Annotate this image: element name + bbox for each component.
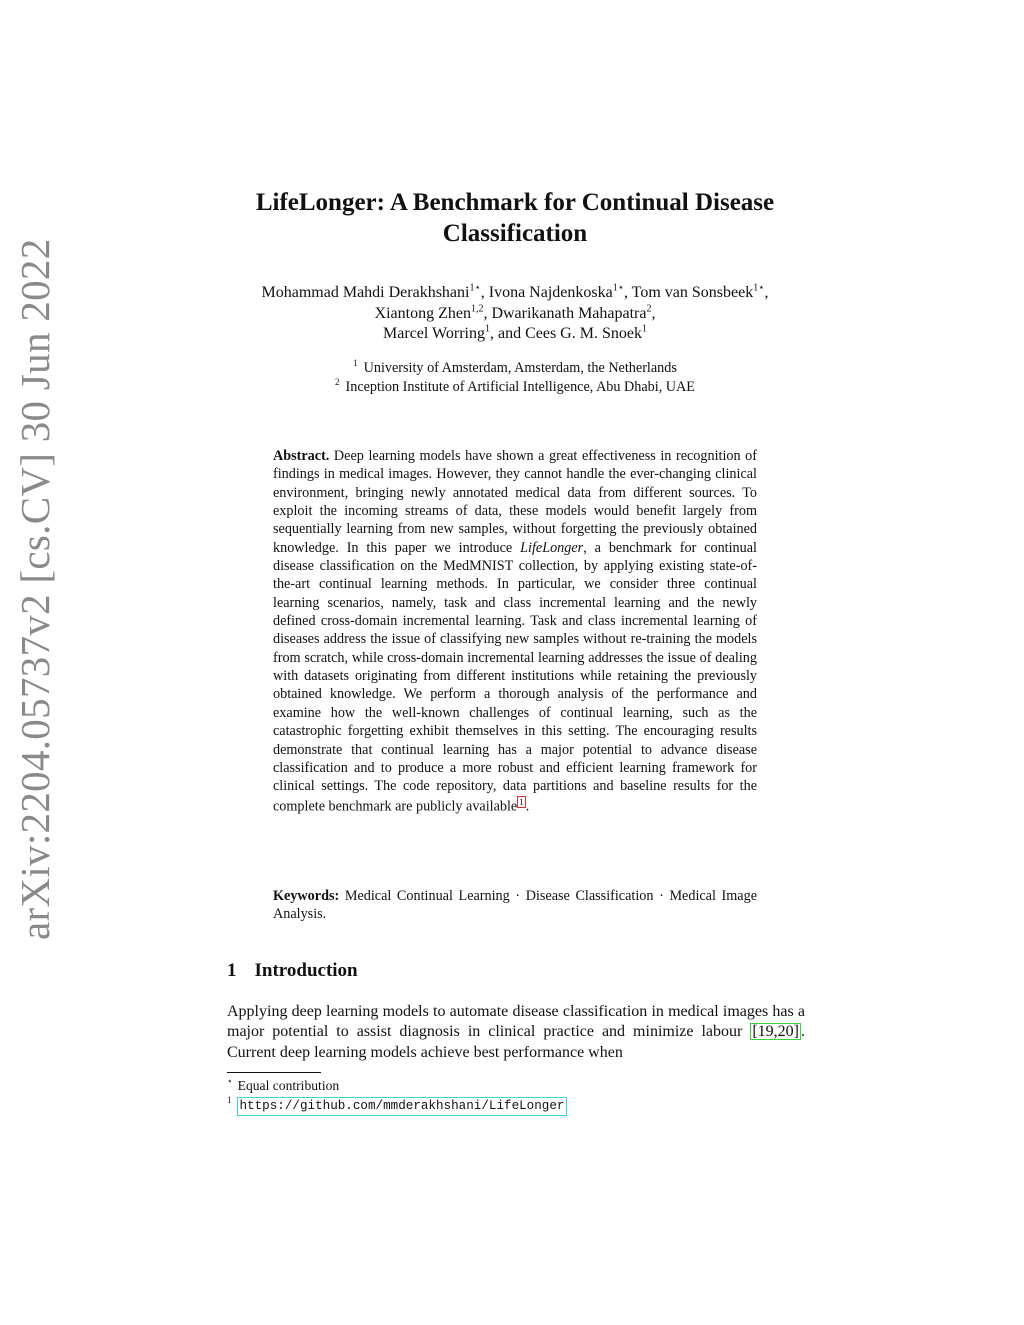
author-name: , Tom van Sonsbeek (623, 284, 754, 301)
citation-link[interactable]: [19,20] (752, 1023, 799, 1041)
author-name: , Ivona Najdenkoska (480, 284, 613, 301)
author-affiliation-mark: 1 (641, 323, 647, 335)
author-affiliation-mark: 1 (484, 323, 490, 335)
author-name: , and Cees G. M. Snoek (489, 325, 642, 342)
section-number: 1 (227, 960, 237, 981)
arxiv-identifier-stamp: arXiv:2204.05737v2 [cs.CV] 30 Jun 2022 (12, 238, 58, 940)
abstract-text: , a benchmark for continual disease classification on the MedMNIST collection, by applying existing state-of-the-art continual learning methods. In particular, we consider three continual learning scenarios, namely, task and class incremental learning and the newly defined cross-domain incremental learning. Task and class incremental learning of diseases address the issue of classifying new samples without re-training the models from scratch, while cross-domain incremental learning addresses the issue of dealing with datasets originating from different institutions while retaining the previously obtained knowledge. We perform a thorough analysis of the performance and examine how the well-known challenges of continual learning, such as the catastrophic forgetting exhibit themselves in this setting. The encouraging results demonstrate that continual learning has a major potential to advance disease classification and to produce a more robust and efficient learning framework for clinical settings. The code repository, data partitions and baseline results for the complete benchmark are publicly available (273, 539, 757, 815)
affiliation-item (200, 378, 830, 397)
body-text: . Current deep learning models achieve best performance when (227, 1023, 805, 1061)
keywords-label: Keywords: (273, 888, 340, 904)
footnote-text: Equal contribution (237, 1078, 340, 1093)
paper-title-line-1: LifeLonger: A Benchmark for Continual Disease (255, 189, 775, 216)
author-line-2 (200, 304, 830, 325)
section-heading (227, 959, 358, 983)
affiliation-item (200, 359, 830, 378)
author-separator: , (651, 304, 656, 322)
author-line-1 (200, 283, 830, 304)
abstract-text: Deep learning models have shown a great effectiveness in recognition of findings in medical images. However, they cannot handle the ever-changing clinical environment, bringing newly annotated medical data from different sources. To exploit the incoming streams of data, these models would benefit largely from sequentially learning from new samples, without forgetting the previously obtained knowledge. In this paper we introduce (273, 448, 757, 556)
affiliation-text: University of Amsterdam, Amsterdam, the Netherlands (363, 360, 677, 376)
footnote-item (227, 1095, 805, 1116)
author-affiliation-mark: 1,2 (470, 303, 484, 315)
footnote-link[interactable]: 1 (519, 796, 524, 807)
abstract-label: Abstract. (273, 448, 330, 464)
paper-title-line-2: Classification (442, 220, 588, 247)
body-text: Applying deep learning models to automate disease classification in medical images has a major potential to assist diagnosis in clinical practice and minimize labour (227, 1003, 805, 1041)
author-name: Mohammad Mahdi Derakhshani (261, 284, 470, 301)
author-list (200, 283, 830, 345)
keywords (273, 887, 757, 924)
abstract (273, 447, 757, 816)
affiliation-mark: 1 (353, 358, 358, 369)
author-affiliation-mark: 2 (646, 303, 652, 315)
author-name: Xiantong Zhen (374, 304, 471, 322)
affiliation-list (200, 359, 830, 397)
author-line-3 (200, 324, 830, 345)
keywords-text: Medical Continual Learning · Disease Classification · Medical Image Analysis. (273, 888, 757, 923)
author-separator: , (764, 284, 769, 301)
footnote-divider (227, 1072, 321, 1073)
introduction-paragraph (227, 1002, 805, 1063)
author-affiliation-mark: 1⋆ (753, 282, 765, 294)
affiliation-mark: 2 (335, 377, 340, 388)
repository-url-link[interactable]: https://github.com/mmderakhshani/LifeLonger (237, 1097, 568, 1116)
author-affiliation-mark: 1⋆ (612, 282, 624, 294)
section-title: Introduction (254, 960, 358, 981)
footnote-item (227, 1076, 805, 1095)
abstract-end: . (525, 798, 530, 815)
abstract-emphasis: LifeLonger (520, 539, 584, 556)
footnote-mark: 1 (227, 1095, 232, 1106)
author-affiliation-mark: 1⋆ (469, 282, 481, 294)
author-name: Marcel Worring (383, 325, 485, 342)
affiliation-text: Inception Institute of Artificial Intelligence, Abu Dhabi, UAE (345, 379, 695, 395)
footnote-mark: ⋆ (227, 1076, 233, 1087)
author-name: , Dwarikanath Mahapatra (483, 304, 647, 322)
paper-title (222, 187, 808, 249)
footnotes (227, 1076, 805, 1116)
